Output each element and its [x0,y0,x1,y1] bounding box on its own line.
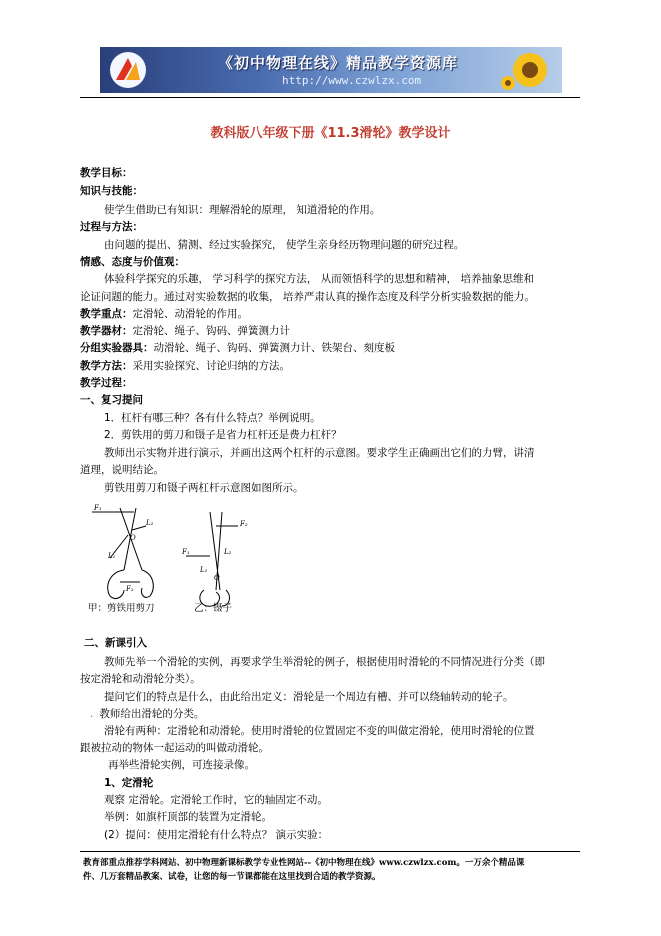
knowledge-text: 使学生借助已有知识：理解滑轮的原理， 知道滑轮的作用。 [104,204,381,216]
banner-title: 《初中物理在线》精品教学资源库 [218,54,459,72]
figure-intro: 剪铁用剪刀和镊子两杠杆示意图如图所示。 [104,482,304,494]
footer-line-1: 教育部重点推荐学科网站、初中物理新课标教学专业性网站--《初中物理在线》www.czwlzx.com。一万余个精品课 [83,858,525,868]
figure-caption-scissors: 甲：剪铁用剪刀 [88,603,155,614]
review-heading: 一、复习提问 [80,394,143,406]
new-lesson-text-7: 再举些滑轮实例，可连接录像。 [108,759,255,771]
scissor-handle-1 [108,570,124,598]
objectives-heading: 教学目标： [80,167,133,179]
footer-rule [80,851,580,852]
arm-l2 [132,526,146,530]
fig-label-f1-b: F₁ [182,548,190,556]
knowledge-heading: 知识与技能： [80,185,143,197]
page-title: 教科版八年级下册《11.3滑轮》教学设计 [210,126,451,141]
scissor-handle-2 [141,570,153,597]
equipment-text: 定滑轮、绳子、钩码、弹簧测力计 [132,325,290,337]
footer [83,856,583,884]
header-rule [80,97,580,98]
question-2: 2．剪铁用的剪刀和镊子是省力杠杆还是费力杠杆？ [104,429,342,441]
group-label: 分组实验器具： [80,342,154,354]
logo-icon [108,50,148,90]
method-label: 教学方法： [80,360,133,372]
header-banner [100,47,562,93]
demo-text-1: 教师出示实物并进行演示，并画出这两个杠杆的示意图。要求学生正确画出它们的力臂，讲清 [104,447,535,459]
emotion-heading: 情感、态度与价值观： [80,256,185,268]
demo-text-2: 道理，说明结论。 [80,464,164,476]
new-lesson-text-5: 滑轮有两种：定滑轮和动滑轮。使用时滑轮的位置固定不变的叫做定滑轮，使用时滑轮的位置 [104,725,535,737]
new-lesson-text-6: 跟被拉动的物体一起运动的叫做动滑轮。 [80,742,269,754]
new-lesson-text-1: 教师先举一个滑轮的实例，再要求学生举滑轮的例子，根据使用时滑轮的不同情况进行分类（即 [104,656,545,668]
new-lesson-line-4 [90,707,204,721]
fixed-pulley-text-3: (2）提问：使用定滑轮有什么特点？ 演示实验： [104,829,329,841]
new-lesson-text-2: 按定滑轮和动滑轮分类）。 [80,673,201,685]
fixed-pulley-text-1: 观察 定滑轮。定滑轮工作时，它的轴固定不动。 [104,794,328,806]
process-text: 由问题的提出、猜测、经过实验探究， 使学生亲身经历物理问题的研究过程。 [104,239,465,251]
new-lesson-text-3: 提问它们的特点是什么，由此给出定义：滑轮是一个周边有槽、并可以绕轴转动的轮子。 [104,691,514,703]
fixed-pulley-heading: 1、定滑轮 [104,777,154,789]
fig-label-f2-b: F₂ [240,520,248,528]
emotion-text-1: 体验科学探究的乐趣， 学习科学的探究方法， 从而领悟科学的思想和精神， 培养抽象思维和 [104,273,535,285]
emotion-text-2: 论证问题的能力。通过对实验数据的收集， 培养严肃认真的操作态度及科学分析实验数据的能力。 [80,291,535,303]
fig-label-o-a: O [130,534,136,542]
steps-heading: 教学过程： [80,377,133,389]
group-text: 动滑轮、绳子、钩码、弹簧测力计、铁架台、刻度板 [153,342,395,354]
fig-label-l2-b: L₂ [224,548,232,556]
fig-label-l1-a: L₁ [108,552,116,560]
method-line [80,359,290,373]
fig-label-o-b: O [214,574,220,582]
group-line [80,341,395,355]
footer-line-2: 件、几万套精品教案、试卷，让您的每一节课都能在这里找到合适的教学资源。 [83,872,381,882]
fig-label-f1-a: F₁ [94,504,102,512]
equipment-line [80,324,290,338]
fixed-pulley-text-2: 举例：如旗杆顶部的装置为定滑轮。 [104,811,272,823]
sunflower-icon [500,49,560,91]
question-1: 1．杠杆有哪三种？各有什么特点？举例说明。 [104,412,321,424]
fig-label-l1-b: L₁ [200,566,208,574]
new-lesson-heading: 二、新课引入 [84,637,147,649]
fig-label-l2-a: L₂ [146,519,154,527]
equipment-label: 教学器材： [80,325,133,337]
fig-label-f2-a: F₂ [126,585,134,593]
focus-label: 教学重点： [80,308,133,320]
process-heading: 过程与方法： [80,221,143,233]
bullet-mark: . [90,708,94,720]
banner-url: http://www.czwlzx.com [282,74,422,87]
figure-caption-tweezers: 乙：镊子 [194,603,233,614]
focus-text: 定滑轮、动滑轮的作用。 [132,308,248,320]
focus-line [80,307,248,321]
new-lesson-text-4: 教师给出滑轮的分类。 [99,708,205,720]
method-text: 采用实验探究、讨论归纳的方法。 [132,360,290,372]
